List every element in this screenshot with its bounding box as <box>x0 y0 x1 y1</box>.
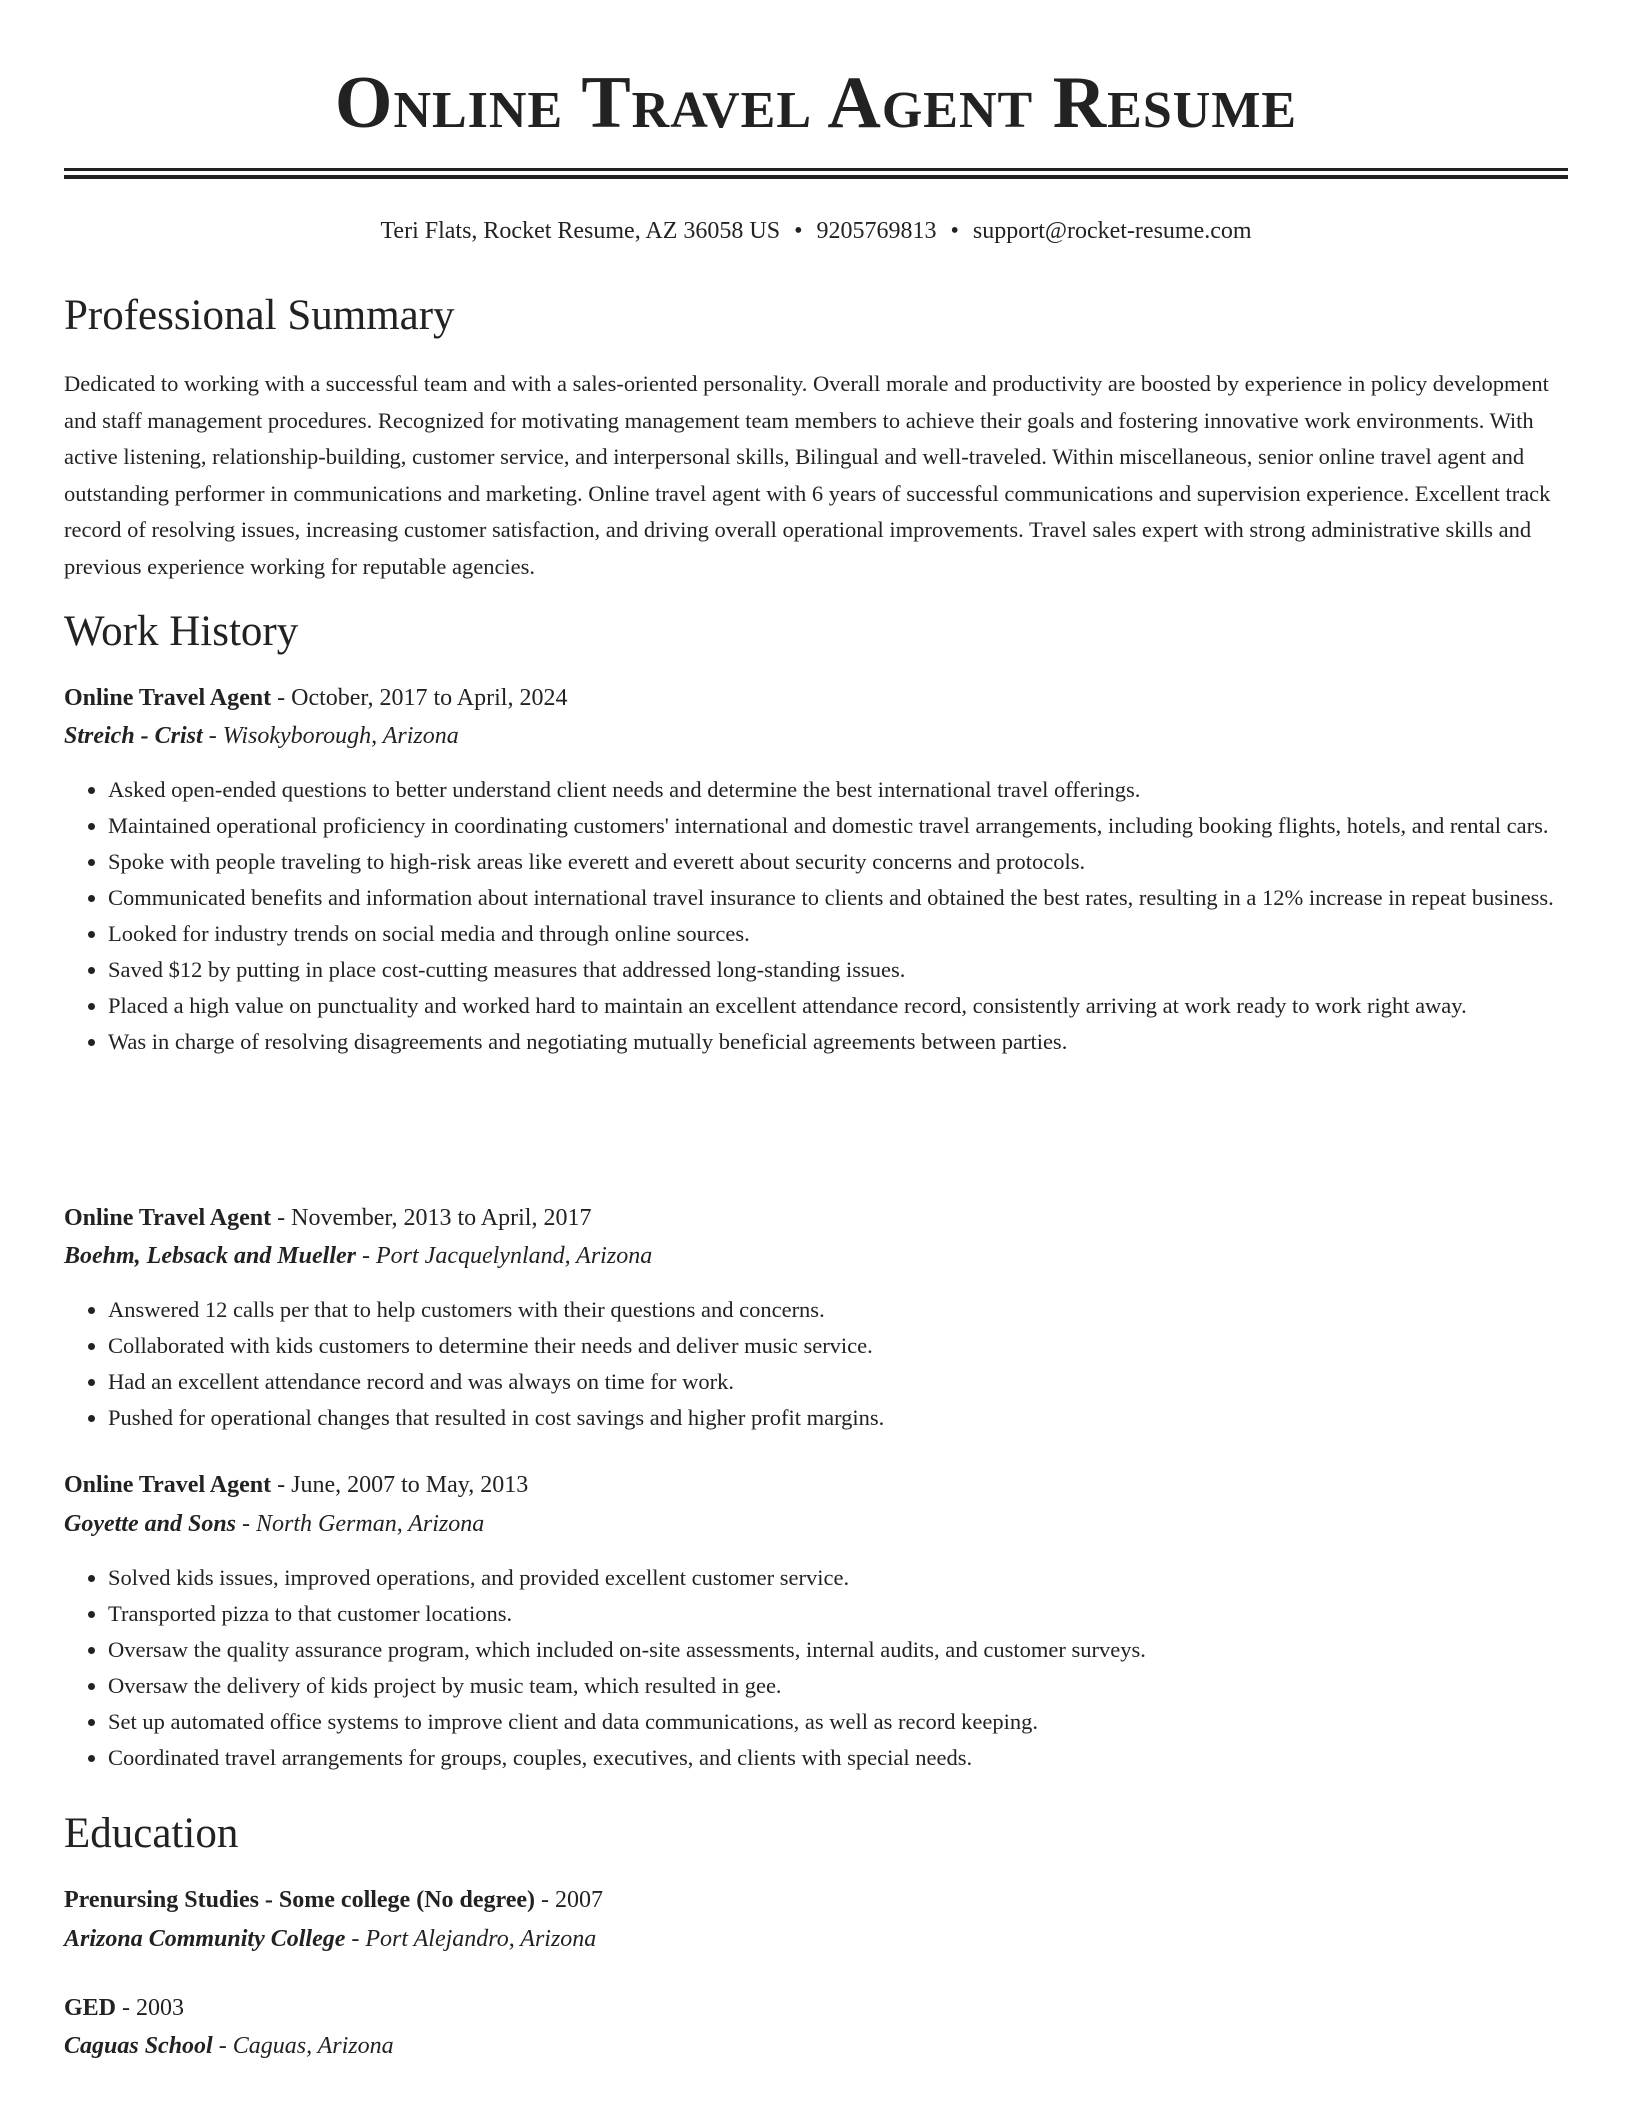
contact-email: support@rocket-resume.com <box>972 218 1252 244</box>
dash-separator: - <box>271 685 292 711</box>
education-year: 2003 <box>136 1995 185 2021</box>
job-bullet: • Spoke with people traveling to high-risk areas like everett and everett about security concerns and protocols. <box>108 844 1568 880</box>
job-bullet: • Collaborated with kids customers to determine their needs and deliver music service. <box>108 1328 1568 1364</box>
dash-separator: - <box>535 1887 556 1913</box>
contact-line <box>64 214 1568 248</box>
title-rule-top <box>64 168 1568 171</box>
education-heading: Education <box>64 1810 239 1857</box>
job-company: Streich - Crist <box>64 723 203 749</box>
job-bullet: • Answered 12 calls per that to help customers with their questions and concerns. <box>108 1292 1568 1328</box>
education-school-line <box>64 2028 1568 2064</box>
job-employer <box>64 1238 1568 1274</box>
job-bullets <box>64 772 1568 1060</box>
job-bullet: • Communicated benefits and information about international travel insurance to clients and obtained the best rates, resulting in a 12% increase in repeat business. <box>108 880 1568 916</box>
job-location: Port Jacquelynland, Arizona <box>376 1243 653 1269</box>
education-entry-header <box>64 1882 1568 1918</box>
education-year: 2007 <box>555 1887 604 1913</box>
job-bullet: • Maintained operational proficiency in coordinating customers' international and domestic travel arrangements, including booking flights, hotels, and rental cars. <box>108 808 1568 844</box>
contact-address: Teri Flats, Rocket Resume, AZ 36058 US <box>380 218 781 244</box>
dash-separator: - <box>202 723 223 749</box>
job-bullet: • Oversaw the quality assurance program, which included on-site assessments, internal audits, and customer surveys. <box>108 1632 1568 1668</box>
job-bullets <box>64 1560 1568 1776</box>
summary-heading: Professional Summary <box>64 292 455 339</box>
job-company: Goyette and Sons <box>64 1511 237 1537</box>
job-bullets <box>64 1292 1568 1436</box>
work-history-heading: Work History <box>64 608 299 655</box>
education-school-line <box>64 1921 1568 1957</box>
job-bullet: • Transported pizza to that customer locations. <box>108 1596 1568 1632</box>
job-employer <box>64 1506 1568 1542</box>
job-title: Online Travel Agent <box>64 685 272 711</box>
job-bullet: • Coordinated travel arrangements for groups, couples, executives, and clients with special needs. <box>108 1740 1568 1776</box>
job-company: Boehm, Lebsack and Mueller <box>64 1243 356 1269</box>
title-rule-bottom <box>64 175 1568 179</box>
job-bullet: • Pushed for operational changes that resulted in cost savings and higher profit margins. <box>108 1400 1568 1436</box>
job-bullet: • Looked for industry trends on social media and through online sources. <box>108 916 1568 952</box>
job-bullet: • Placed a high value on punctuality and worked hard to maintain an excellent attendance record, consistently arriving at work ready to work right away. <box>108 988 1568 1024</box>
job-bullet: • Saved $12 by putting in place cost-cutting measures that addressed long-standing issues. <box>108 952 1568 988</box>
job-header <box>64 1200 1568 1236</box>
job-dates: November, 2013 to April, 2017 <box>291 1205 592 1231</box>
contact-phone: 9205769813 <box>816 218 937 244</box>
job-bullet: • Was in charge of resolving disagreements and negotiating mutually beneficial agreements between parties. <box>108 1024 1568 1060</box>
education-degree: Prenursing Studies - Some college (No degree) <box>64 1887 536 1913</box>
education-location: Caguas, Arizona <box>232 2033 394 2059</box>
dash-separator: - <box>345 1926 366 1952</box>
summary-text: Dedicated to working with a successful team and with a sales-oriented personality. Overall morale and productivity are boosted by experience in policy development and staff management procedures. Recognized for motivating management team members to achieve their goals and fostering innovative work environments. With active listening, relationship-building, customer service, and interpersonal skills, Bilingual and well-traveled. Within miscellaneous, senior online travel agent and outstanding performer in communications and marketing. Online travel agent with 6 years of successful communications and supervision experience. Excellent track record of resolving issues, increasing customer satisfaction, and driving overall operational improvements. Travel sales expert with strong administrative skills and previous experience working for reputable agencies. <box>64 371 1551 579</box>
job-bullet: • Set up automated office systems to improve client and data communications, as well as record keeping. <box>108 1704 1568 1740</box>
dash-separator: - <box>271 1205 292 1231</box>
dash-separator: - <box>356 1243 376 1269</box>
education-school: Caguas School <box>64 2033 213 2059</box>
education-location: Port Alejandro, Arizona <box>365 1926 597 1952</box>
dash-separator: - <box>116 1995 137 2021</box>
contact-separator: • <box>950 218 959 244</box>
education-degree: GED <box>64 1995 117 2021</box>
job-header <box>64 680 1568 716</box>
job-bullet: • Solved kids issues, improved operations, and provided excellent customer service. <box>108 1560 1568 1596</box>
job-title: Online Travel Agent <box>64 1205 272 1231</box>
education-entry-header <box>64 1990 1568 2026</box>
job-bullet: • Had an excellent attendance record and was always on time for work. <box>108 1364 1568 1400</box>
job-location: Wisokyborough, Arizona <box>222 723 459 749</box>
job-dates: June, 2007 to May, 2013 <box>291 1472 529 1498</box>
resume-title: Online Travel Agent Resume <box>334 62 1298 144</box>
dash-separator: - <box>236 1511 257 1537</box>
job-bullet: • Oversaw the delivery of kids project by music team, which resulted in gee. <box>108 1668 1568 1704</box>
dash-separator: - <box>212 2033 233 2059</box>
job-title: Online Travel Agent <box>64 1472 272 1498</box>
job-location: North German, Arizona <box>256 1511 485 1537</box>
job-dates: October, 2017 to April, 2024 <box>291 685 568 711</box>
job-bullet: • Asked open-ended questions to better understand client needs and determine the best international travel offerings. <box>108 772 1568 808</box>
job-header <box>64 1467 1568 1503</box>
contact-separator: • <box>794 218 803 244</box>
job-employer <box>64 718 1568 754</box>
education-school: Arizona Community College <box>64 1926 346 1952</box>
dash-separator: - <box>271 1472 292 1498</box>
